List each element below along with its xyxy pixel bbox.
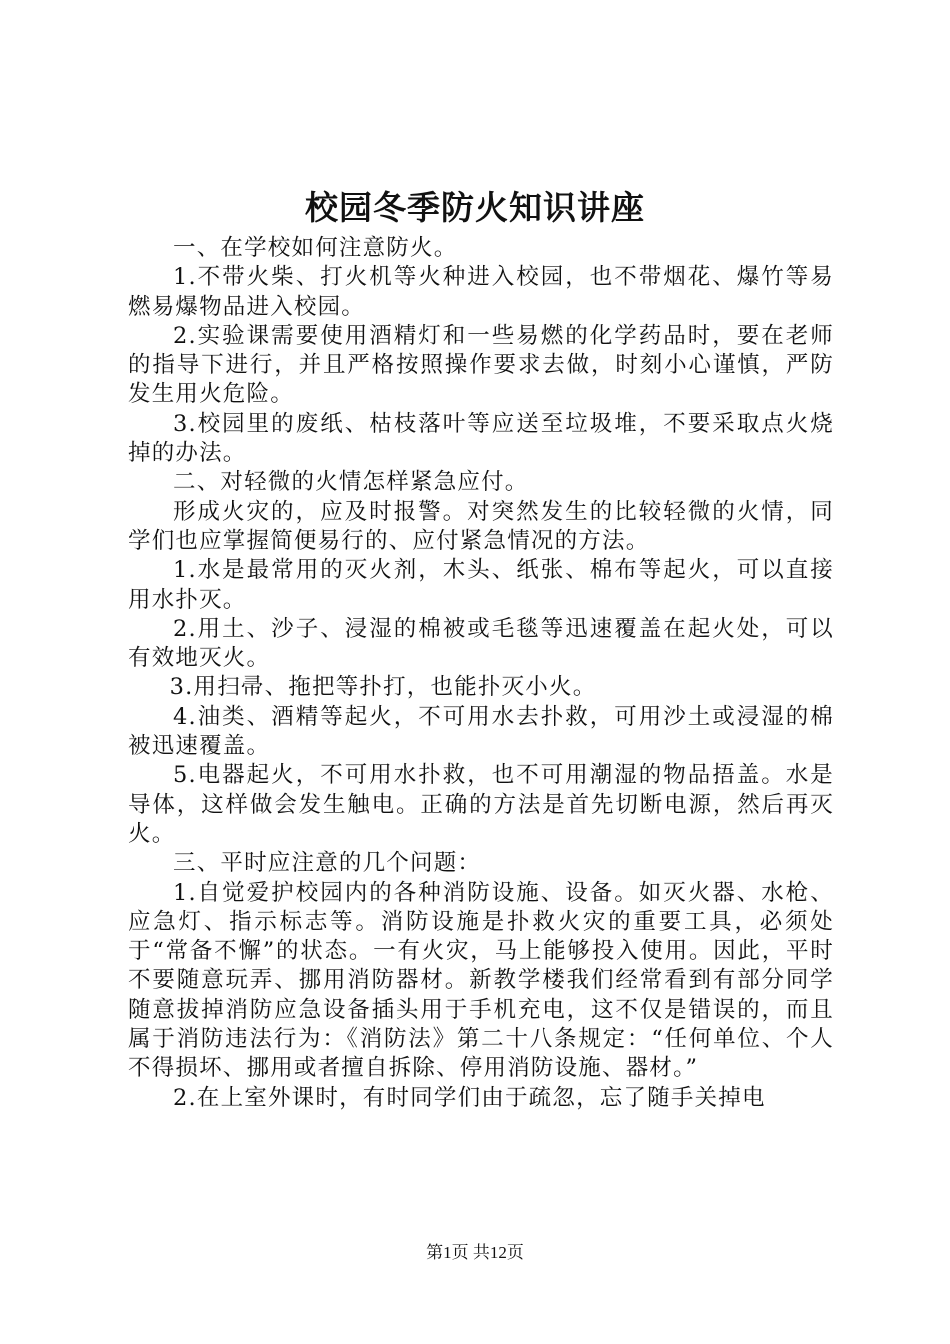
paragraph: 1.水是最常用的灭火剂，木头、纸张、棉布等起火，可以直接用水扑灭。 bbox=[128, 557, 834, 613]
paragraph: 1.自觉爱护校园内的各种消防设施、设备。如灭火器、水枪、应急灯、指示标志等。消防设施是扑救火灾的重要工具，必须处于“常备不懈”的状态。一有火灾，马上能够投入使用。因此，平时不要随意玩弄、挪用消防器材。新教学楼我们经常看到有部分同学随意拔掉消防应急设备插头用于手机充电，这不仅是错误的，而且属于消防违法行为：《消防法》第二十八条规定：“任何单位、个人不得损坏、挪用或者擅自拆除、停用消防设施、器材。” bbox=[128, 879, 834, 1082]
paragraph: 2.用土、沙子、浸湿的棉被或毛毯等迅速覆盖在起火处，可以有效地灭火。 bbox=[128, 615, 834, 672]
paragraph: 1.不带火柴、打火机等火种进入校园，也不带烟花、爆竹等易燃易爆物品进入校园。 bbox=[128, 264, 834, 320]
section-heading-1: 一、在学校如何注意防火。 bbox=[173, 235, 458, 261]
paragraph: 4.油类、酒精等起火，不可用水去扑救，可用沙土或浸湿的棉被迅速覆盖。 bbox=[128, 703, 834, 760]
paragraph: 2.在上室外课时，有时同学们由于疏忽，忘了随手关掉电 bbox=[173, 1084, 766, 1111]
document-title: 校园冬季防火知识讲座 bbox=[305, 188, 645, 227]
paragraph: 3.校园里的废纸、枯枝落叶等应送至垃圾堆，不要采取点火烧掉的办法。 bbox=[128, 410, 834, 467]
page-footer: 第1页 共12页 bbox=[426, 1243, 524, 1262]
paragraph: 2.实验课需要使用酒精灯和一些易燃的化学药品时，要在老师的指导下进行，并且严格按照操作要求去做，时刻小心谨慎，严防发生用火危险。 bbox=[128, 322, 834, 408]
paragraph: 形成火灾的，应及时报警。对突然发生的比较轻微的火情，同学们也应掌握简便易行的、应付紧急情况的方法。 bbox=[128, 498, 834, 554]
paragraph: 3.用扫帚、拖把等扑打，也能扑灭小火。 bbox=[169, 674, 597, 701]
section-heading-3: 三、平时应注意的几个问题： bbox=[173, 850, 482, 877]
paragraph: 5.电器起火，不可用水扑救，也不可用潮湿的物品捂盖。水是导体，这样做会发生触电。正确的方法是首先切断电源，然后再灭火。 bbox=[128, 762, 834, 847]
section-heading-2: 二、对轻微的火情怎样紧急应付。 bbox=[173, 469, 529, 496]
document-body bbox=[128, 234, 834, 1113]
